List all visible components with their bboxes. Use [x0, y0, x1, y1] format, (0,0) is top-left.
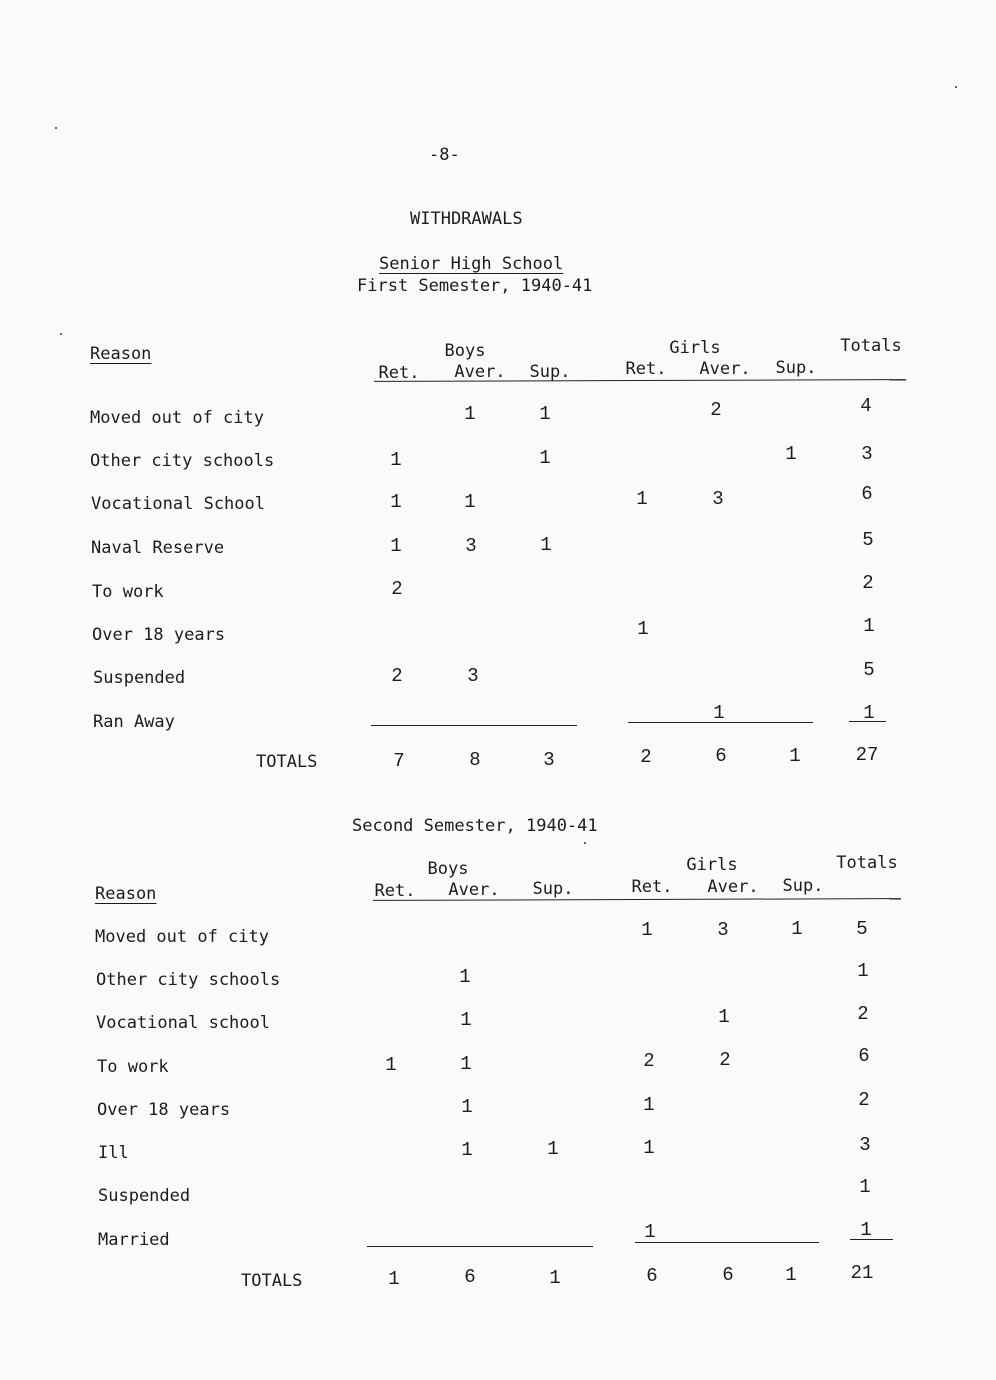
sum-rule [628, 722, 813, 723]
cell: 1 [641, 919, 653, 941]
cell: 2 [710, 399, 722, 421]
sum-rule [850, 1239, 893, 1240]
col-header: Aver. [699, 359, 751, 379]
cell: 1 [785, 443, 797, 465]
total-cell: 1 [789, 745, 801, 767]
col-header: Ret. [374, 881, 416, 901]
boys-header: Boys [427, 859, 469, 879]
cell: 1 [459, 966, 471, 988]
col-header: Ret. [631, 877, 673, 897]
totals-label: TOTALS [241, 1271, 303, 1291]
row-total: 2 [862, 572, 874, 594]
cell: 1 [547, 1138, 559, 1160]
total-cell: 1 [549, 1267, 561, 1289]
cell: 1 [460, 1009, 472, 1031]
col-header: Sup. [529, 362, 571, 382]
total-cell: 6 [722, 1264, 734, 1286]
total-cell: 6 [715, 745, 727, 767]
row-total: 4 [860, 395, 872, 417]
row-total: 1 [863, 702, 875, 724]
grand-total: 27 [855, 744, 879, 766]
cell: 1 [460, 1053, 472, 1075]
col-header: Aver. [707, 877, 759, 897]
semester1-heading: First Semester, 1940-41 [357, 276, 593, 296]
col-header: Aver. [454, 362, 506, 382]
cell: 1 [461, 1096, 473, 1118]
cell: 3 [467, 665, 479, 687]
cell: 1 [464, 403, 476, 425]
sum-rule [371, 725, 577, 726]
cell: 1 [643, 1094, 655, 1116]
total-cell: 2 [640, 746, 652, 768]
row-total: 5 [862, 529, 874, 551]
row-reason: To work [97, 1057, 169, 1077]
sum-rule [635, 1242, 819, 1243]
row-total: 3 [861, 443, 873, 465]
girls-header: Girls [669, 338, 721, 358]
row-total: 1 [857, 960, 869, 982]
sum-rule [367, 1246, 593, 1247]
total-cell: 1 [388, 1268, 400, 1290]
reason-header: Reason [90, 344, 152, 364]
cell: 1 [390, 491, 402, 513]
col-header: Ret. [378, 363, 420, 383]
row-total: 1 [859, 1176, 871, 1198]
row-reason: Moved out of city [90, 408, 264, 428]
girls-header: Girls [686, 855, 738, 875]
reason-header: Reason [95, 884, 157, 904]
cell: 1 [390, 535, 402, 557]
sum-rule [849, 721, 886, 722]
row-total: 6 [858, 1045, 870, 1067]
cell: 1 [464, 491, 476, 513]
cell: 1 [713, 702, 725, 724]
cell: 2 [719, 1049, 731, 1071]
total-cell: 6 [464, 1266, 476, 1288]
cell: 2 [391, 578, 403, 600]
total-cell: 1 [785, 1264, 797, 1286]
cell: 1 [390, 449, 402, 471]
totals-label: TOTALS [256, 752, 318, 772]
row-reason: Married [98, 1230, 170, 1250]
row-reason: Other city schools [96, 970, 281, 990]
cell: 3 [465, 535, 477, 557]
row-reason: Moved out of city [95, 927, 269, 947]
cell: 2 [643, 1050, 655, 1072]
row-total: 2 [857, 1003, 869, 1025]
col-header: Aver. [448, 880, 500, 900]
row-total: 1 [863, 615, 875, 637]
row-reason: Over 18 years [92, 625, 226, 645]
col-header: Sup. [532, 879, 574, 899]
row-reason: Naval Reserve [91, 538, 225, 558]
col-header: Sup. [775, 358, 817, 378]
row-reason: Other city schools [90, 451, 275, 471]
row-total: 2 [858, 1089, 870, 1111]
row-reason: To work [92, 582, 164, 602]
row-reason: Ran Away [93, 712, 175, 732]
row-reason: Suspended [98, 1186, 191, 1206]
cell: 1 [637, 618, 649, 640]
row-total: 5 [863, 659, 875, 681]
document-title: WITHDRAWALS [410, 209, 523, 229]
totals-header: Totals [840, 336, 902, 356]
cell: 1 [539, 447, 551, 469]
scan-speck [955, 86, 957, 88]
cell: 1 [385, 1054, 397, 1076]
row-total: 6 [861, 483, 873, 505]
cell: 1 [791, 918, 803, 940]
scan-speck [55, 127, 57, 129]
total-cell: 3 [543, 749, 555, 771]
row-reason: Vocational School [91, 494, 265, 514]
grand-total: 21 [850, 1262, 874, 1284]
cell: 1 [643, 1137, 655, 1159]
cell: 1 [540, 534, 552, 556]
row-reason: Suspended [93, 668, 186, 688]
totals-header: Totals [836, 853, 898, 873]
cell: 1 [644, 1221, 656, 1243]
row-reason: Vocational school [96, 1013, 270, 1033]
cell: 1 [539, 403, 551, 425]
school-heading: Senior High School [379, 254, 564, 274]
cell: 1 [636, 488, 648, 510]
row-total: 5 [856, 918, 868, 940]
row-total: 1 [860, 1219, 872, 1241]
semester2-heading: Second Semester, 1940-41 [352, 816, 598, 836]
cell: 1 [461, 1139, 473, 1161]
col-header: Sup. [782, 876, 824, 896]
total-cell: 7 [393, 750, 405, 772]
cell: 2 [391, 665, 403, 687]
total-cell: 8 [469, 749, 481, 771]
page-number: -8- [429, 145, 460, 165]
row-reason: Over 18 years [97, 1100, 231, 1120]
scan-speck [584, 842, 586, 844]
row-reason: Ill [98, 1143, 129, 1163]
cell: 3 [717, 919, 729, 941]
cell: 1 [718, 1006, 730, 1028]
cell: 3 [712, 488, 724, 510]
row-total: 3 [859, 1134, 871, 1156]
total-cell: 6 [646, 1265, 658, 1287]
col-header: Ret. [625, 359, 667, 379]
scan-speck [60, 333, 62, 335]
boys-header: Boys [444, 341, 486, 361]
